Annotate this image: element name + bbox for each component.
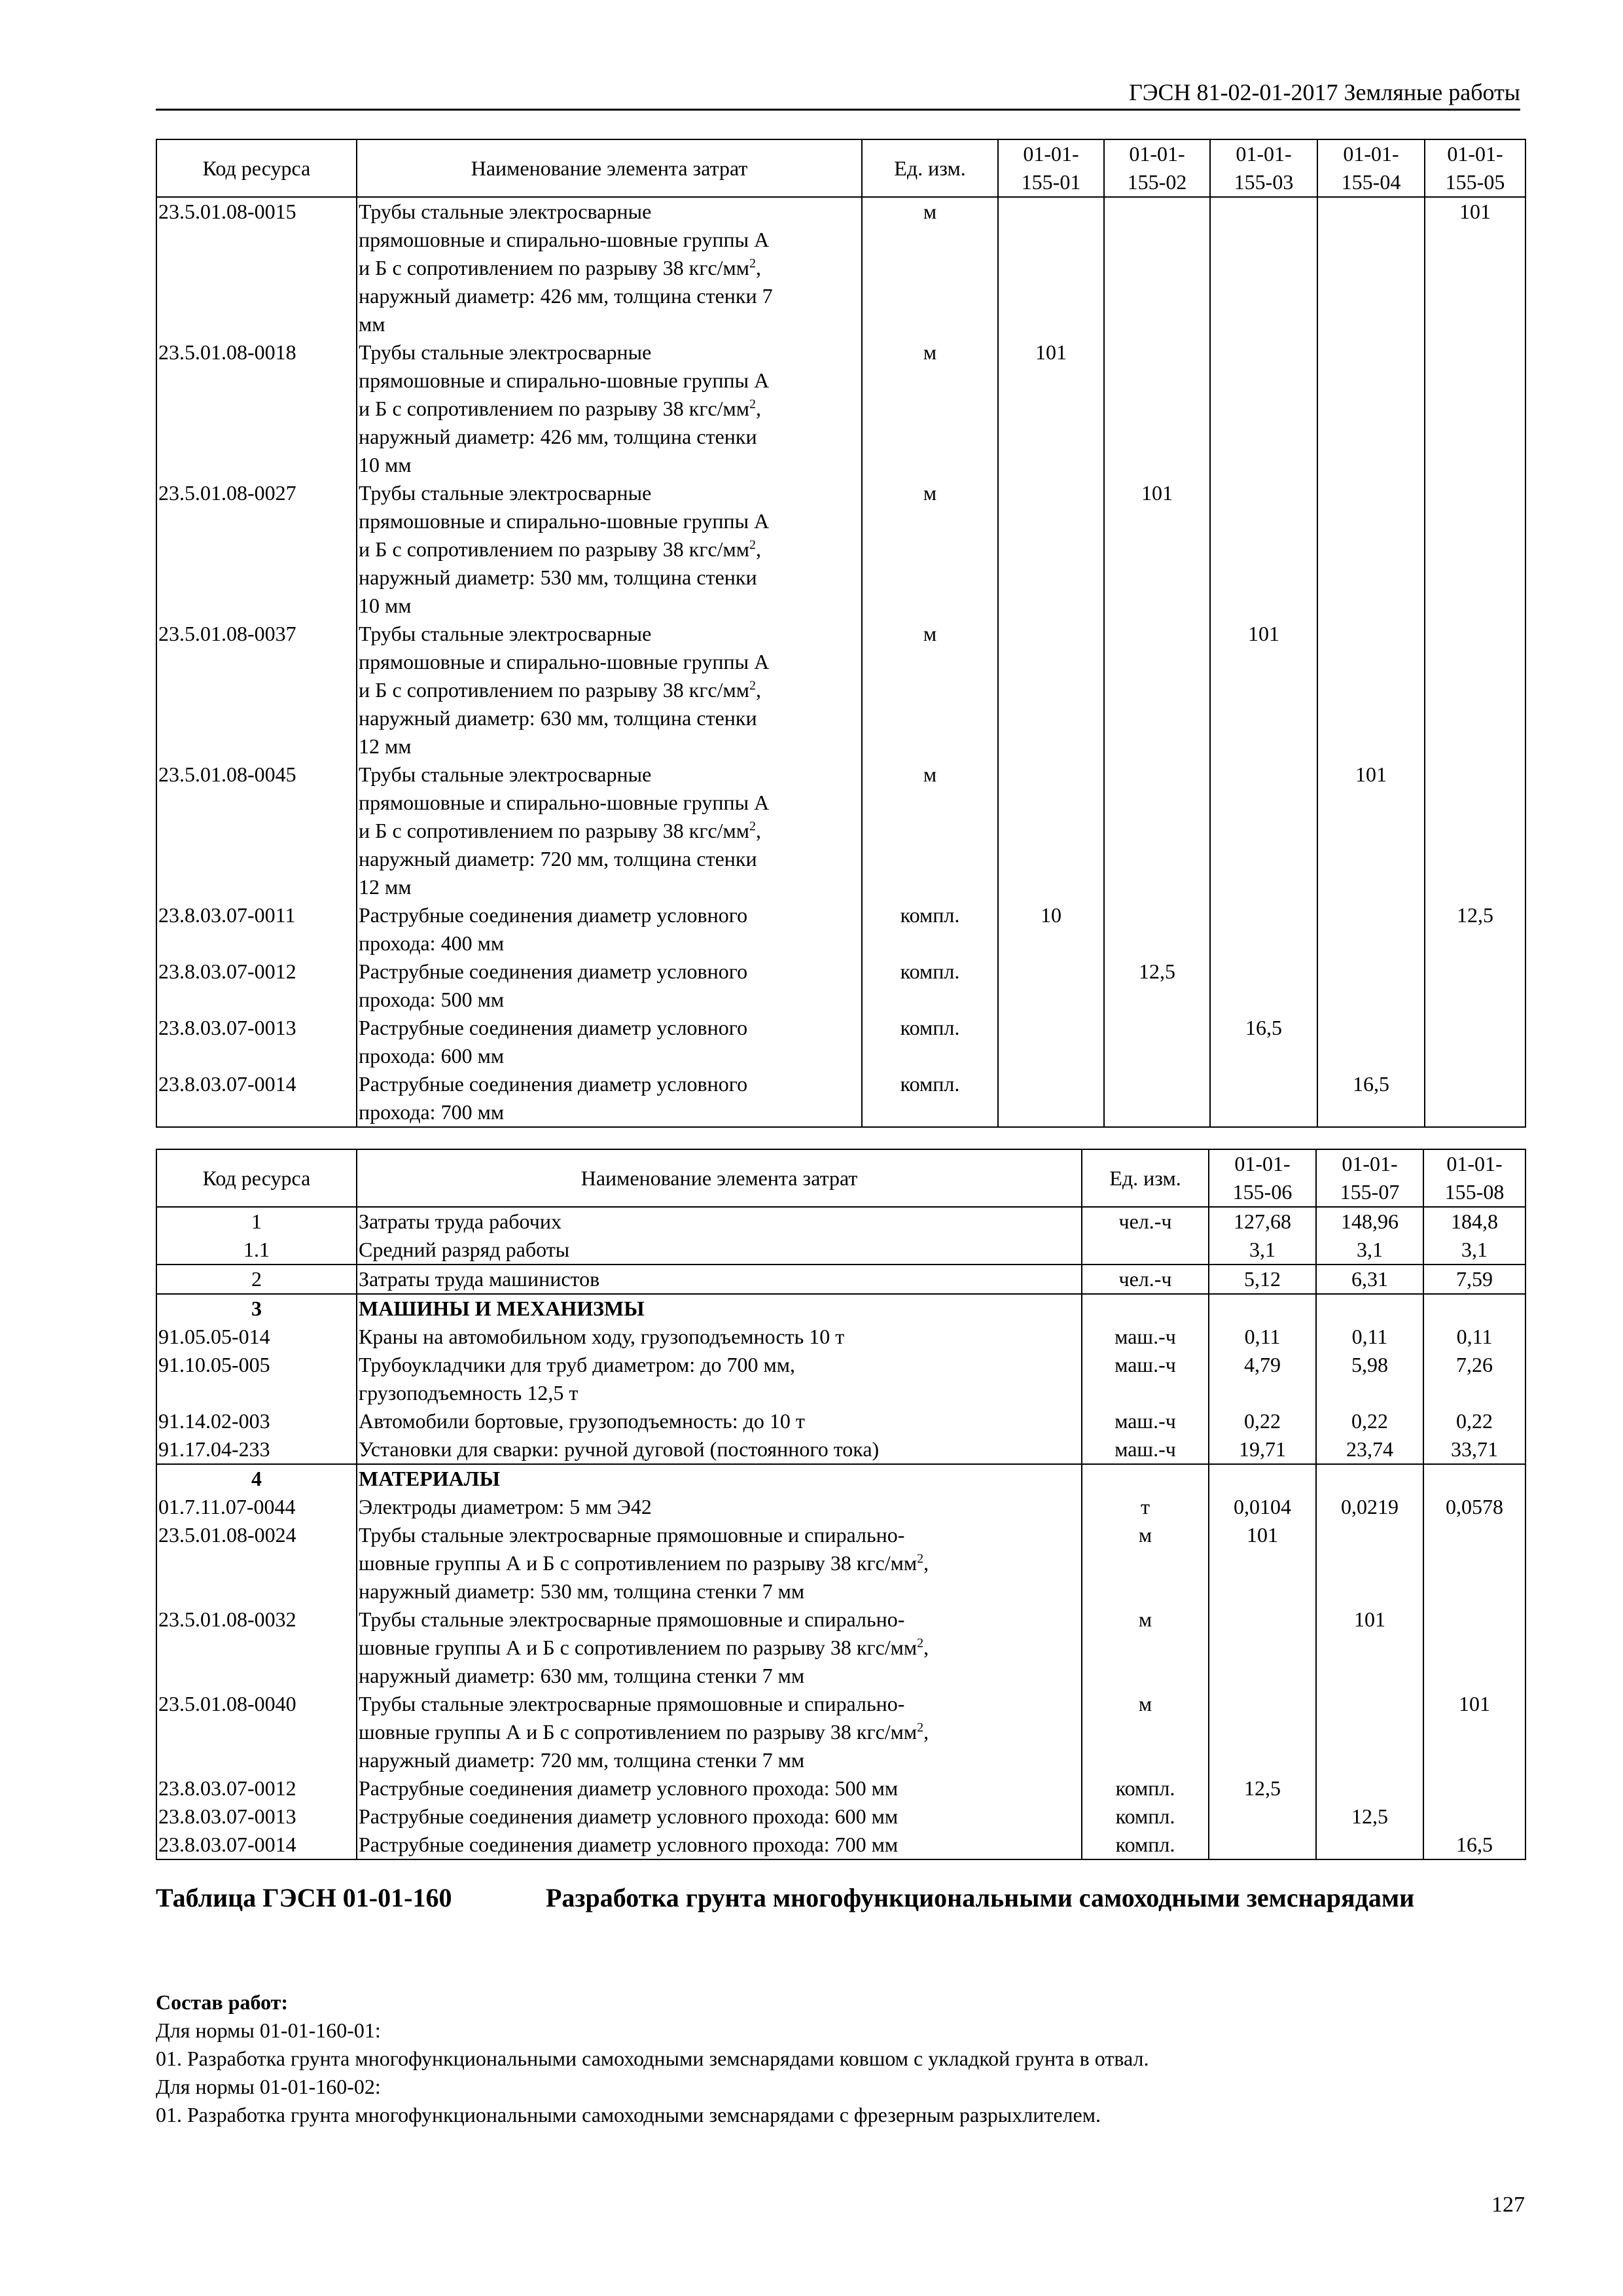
resource-value — [1317, 901, 1425, 958]
column-header: 01-01- 155-01 — [998, 139, 1104, 197]
table-row — [156, 901, 1525, 958]
works-line: Для нормы 01-01-160-01: — [156, 2018, 381, 2042]
resource-unit: компл. — [862, 958, 998, 1014]
resource-name: МАШИНЫ И МЕХАНИЗМЫ — [357, 1294, 1082, 1323]
table-row — [156, 479, 1525, 620]
resource-value: 101 — [1104, 479, 1210, 620]
resource-code: 23.8.03.07-0014 — [156, 1831, 357, 1859]
resource-value: 12,5 — [1425, 901, 1525, 958]
table-row — [156, 1435, 1525, 1464]
resource-value: 101 — [1317, 761, 1425, 901]
table-row — [156, 1351, 1525, 1407]
resource-name: Краны на автомобильном ходу, грузоподъемность 10 т — [357, 1323, 1082, 1351]
works-line: Для нормы 01-01-160-02: — [156, 2075, 381, 2098]
resource-name: Раструбные соединения диаметр условного прохода: 600 мм — [357, 1014, 862, 1070]
resource-value — [1423, 1774, 1525, 1803]
page-number: 127 — [1491, 2193, 1525, 2217]
resource-value — [1317, 958, 1425, 1014]
resource-code: 23.8.03.07-0013 — [156, 1803, 357, 1831]
resource-unit: т — [1082, 1493, 1209, 1521]
resource-code: 4 — [156, 1464, 357, 1493]
resource-name: Трубы стальные электросварные прямошовные и спирально-шовные группы А и Б с сопротивлением по разрыву 38 кгс/$мм^2$, наружный диаметр: 530 мм, толщина стенки 10 мм — [357, 479, 862, 620]
resource-value: 148,96 — [1316, 1207, 1423, 1236]
resource-value — [1423, 1294, 1525, 1323]
resource-value — [1317, 620, 1425, 761]
resource-value — [1317, 1014, 1425, 1070]
resource-value: 3,1 — [1423, 1236, 1525, 1265]
resource-value — [1425, 1070, 1525, 1127]
resource-value — [1316, 1690, 1423, 1774]
resource-value — [1209, 1803, 1316, 1831]
resource-name: Раструбные соединения диаметр условного прохода: 600 мм — [357, 1803, 1082, 1831]
resource-value: 12,5 — [1316, 1803, 1423, 1831]
resource-name: Трубоукладчики для труб диаметром: до 700 мм, грузоподъемность 12,5 т — [357, 1351, 1082, 1407]
resource-value: 33,71 — [1423, 1435, 1525, 1464]
resource-value — [1104, 1070, 1210, 1127]
works-heading: Состав работ: — [156, 1990, 289, 2014]
resource-name: Затраты труда рабочих — [357, 1207, 1082, 1236]
resource-unit: м — [862, 338, 998, 479]
table-row — [156, 1294, 1525, 1323]
resource-unit — [1082, 1294, 1209, 1323]
resource-value — [1425, 958, 1525, 1014]
resource-name: Трубы стальные электросварные прямошовные и спирально- шовные группы А и Б с сопротивлением по разрыву 38 кгс/$мм^2$, наружный диаметр: 530 мм, толщина стенки 7 мм — [357, 1521, 1082, 1605]
resource-code: 91.14.02-003 — [156, 1407, 357, 1435]
resource-name: Трубы стальные электросварные прямошовные и спирально-шовные группы А и Б с сопротивлением по разрыву 38 кгс/$мм^2$, наружный диаметр: 426 мм, толщина стенки 7 мм — [357, 197, 862, 338]
resource-name: Трубы стальные электросварные прямошовные и спирально-шовные группы А и Б с сопротивлением по разрыву 38 кгс/$мм^2$, наружный диаметр: 630 мм, толщина стенки 12 мм — [357, 620, 862, 761]
resource-unit: маш.-ч — [1082, 1407, 1209, 1435]
resource-unit: компл. — [1082, 1831, 1209, 1859]
table-row — [156, 1831, 1525, 1859]
resource-value: 5,12 — [1209, 1265, 1316, 1294]
resource-code: 3 — [156, 1294, 357, 1323]
resource-value — [1425, 620, 1525, 761]
resource-value: 127,68 — [1209, 1207, 1316, 1236]
column-header: Код ресурса — [156, 1149, 357, 1207]
resource-value: 101 — [998, 338, 1104, 479]
resource-unit: м — [862, 620, 998, 761]
resource-code: 23.5.01.08-0040 — [156, 1690, 357, 1774]
resource-unit: компл. — [862, 1070, 998, 1127]
table-code: Таблица ГЭСН 01-01-160 — [156, 1883, 452, 1912]
resource-value — [998, 1070, 1104, 1127]
resource-value — [1425, 479, 1525, 620]
resource-value — [1423, 1803, 1525, 1831]
resource-unit: м — [1082, 1521, 1209, 1605]
resource-name: Раструбные соединения диаметр условного прохода: 700 мм — [357, 1070, 862, 1127]
resource-value: 0,0219 — [1316, 1493, 1423, 1521]
column-header: 01-01- 155-07 — [1316, 1149, 1423, 1207]
resource-value: 19,71 — [1209, 1435, 1316, 1464]
resource-code: 23.5.01.08-0032 — [156, 1605, 357, 1690]
table-row — [156, 1236, 1525, 1265]
table-row — [156, 1690, 1525, 1774]
resource-unit: компл. — [1082, 1774, 1209, 1803]
resource-code: 23.8.03.07-0012 — [156, 958, 357, 1014]
resource-value — [1104, 761, 1210, 901]
column-header: 01-01- 155-03 — [1210, 139, 1317, 197]
resource-table-155-01-05 — [156, 139, 1526, 1128]
resource-name: Раструбные соединения диаметр условного прохода: 700 мм — [357, 1831, 1082, 1859]
resource-value: 101 — [1209, 1521, 1316, 1605]
resource-code: 23.8.03.07-0012 — [156, 1774, 357, 1803]
resource-value — [1209, 1690, 1316, 1774]
resource-value — [1316, 1464, 1423, 1493]
table-row — [156, 761, 1525, 901]
resource-value — [1423, 1521, 1525, 1605]
resource-value: 16,5 — [1317, 1070, 1425, 1127]
resource-value — [1317, 197, 1425, 338]
resource-value — [1423, 1605, 1525, 1690]
resource-unit — [1082, 1464, 1209, 1493]
resource-value — [1104, 197, 1210, 338]
resource-value — [1210, 958, 1317, 1014]
resource-value: 12,5 — [1104, 958, 1210, 1014]
resource-code: 23.5.01.08-0045 — [156, 761, 357, 901]
resource-value — [1316, 1774, 1423, 1803]
resource-value: 7,59 — [1423, 1265, 1525, 1294]
resource-value — [998, 1014, 1104, 1070]
resource-value — [1210, 338, 1317, 479]
resource-value — [1104, 1014, 1210, 1070]
resource-value: 0,0104 — [1209, 1493, 1316, 1521]
resource-code: 23.8.03.07-0013 — [156, 1014, 357, 1070]
table-row — [156, 1407, 1525, 1435]
resource-value — [1210, 761, 1317, 901]
resource-name: Автомобили бортовые, грузоподъемность: до 10 т — [357, 1407, 1082, 1435]
resource-value — [1209, 1464, 1316, 1493]
resource-value — [1316, 1831, 1423, 1859]
column-header: 01-01- 155-05 — [1425, 139, 1525, 197]
resource-value — [1317, 338, 1425, 479]
resource-name: Раструбные соединения диаметр условного прохода: 500 мм — [357, 1774, 1082, 1803]
resource-value — [1210, 901, 1317, 958]
resource-value — [1425, 338, 1525, 479]
resource-value: 101 — [1316, 1605, 1423, 1690]
resource-value — [1210, 1070, 1317, 1127]
resource-value — [1423, 1464, 1525, 1493]
resource-code: 23.5.01.08-0015 — [156, 197, 357, 338]
page-header — [156, 72, 1520, 111]
resource-value — [998, 761, 1104, 901]
table-row — [156, 1774, 1525, 1803]
resource-code: 23.5.01.08-0018 — [156, 338, 357, 479]
resource-value: 101 — [1423, 1690, 1525, 1774]
resource-unit: чел.-ч — [1082, 1265, 1209, 1294]
resource-value — [998, 958, 1104, 1014]
resource-unit: компл. — [1082, 1803, 1209, 1831]
column-header: Наименование элемента затрат — [357, 139, 862, 197]
resource-code: 2 — [156, 1265, 357, 1294]
resource-value — [1104, 620, 1210, 761]
resource-code: 1.1 — [156, 1236, 357, 1265]
resource-name: Затраты труда машинистов — [357, 1265, 1082, 1294]
column-header: 01-01- 155-04 — [1317, 139, 1425, 197]
resource-value — [998, 620, 1104, 761]
resource-value — [1104, 901, 1210, 958]
resource-value — [1316, 1294, 1423, 1323]
resource-unit — [1082, 1236, 1209, 1265]
table-name: Разработка грунта многофункциональными самоходными земснарядами — [546, 1883, 1415, 1912]
resource-name: Трубы стальные электросварные прямошовные и спирально-шовные группы А и Б с сопротивлением по разрыву 38 кгс/$мм^2$, наружный диаметр: 426 мм, толщина стенки 10 мм — [357, 338, 862, 479]
table-row — [156, 1207, 1525, 1236]
works-composition — [156, 1988, 1520, 2129]
resource-name: Средний разряд работы — [357, 1236, 1082, 1265]
resource-code: 01.7.11.07-0044 — [156, 1493, 357, 1521]
table-row — [156, 1014, 1525, 1070]
resource-unit: чел.-ч — [1082, 1207, 1209, 1236]
resource-value: 7,26 — [1423, 1351, 1525, 1407]
resource-value — [1104, 338, 1210, 479]
resource-unit: м — [862, 197, 998, 338]
resource-name: Электроды диаметром: 5 мм Э42 — [357, 1493, 1082, 1521]
resource-value — [998, 479, 1104, 620]
resource-value: 101 — [1425, 197, 1525, 338]
resource-value — [1210, 197, 1317, 338]
resource-value — [1317, 479, 1425, 620]
table-row — [156, 197, 1525, 338]
resource-value: 184,8 — [1423, 1207, 1525, 1236]
resource-code: 91.10.05-005 — [156, 1351, 357, 1407]
column-header: Ед. изм. — [1082, 1149, 1209, 1207]
resource-value: 0,11 — [1423, 1323, 1525, 1351]
resource-code: 23.8.03.07-0014 — [156, 1070, 357, 1127]
resource-value: 6,31 — [1316, 1265, 1423, 1294]
table-row — [156, 1605, 1525, 1690]
resource-value: 16,5 — [1423, 1831, 1525, 1859]
resource-value: 0,11 — [1209, 1323, 1316, 1351]
column-header: Код ресурса — [156, 139, 357, 197]
column-header: 01-01- 155-02 — [1104, 139, 1210, 197]
resource-value — [1209, 1294, 1316, 1323]
resource-value: 10 — [998, 901, 1104, 958]
resource-name: Раструбные соединения диаметр условного прохода: 500 мм — [357, 958, 862, 1014]
table-row — [156, 1323, 1525, 1351]
resource-code: 23.5.01.08-0037 — [156, 620, 357, 761]
table-row — [156, 1464, 1525, 1493]
table-row — [156, 1070, 1525, 1127]
resource-value: 0,22 — [1209, 1407, 1316, 1435]
resource-value: 101 — [1210, 620, 1317, 761]
table-row — [156, 958, 1525, 1014]
column-header: 01-01- 155-06 — [1209, 1149, 1316, 1207]
resource-name: Установки для сварки: ручной дуговой (постоянного тока) — [357, 1435, 1082, 1464]
resource-value — [1209, 1605, 1316, 1690]
resource-value: 3,1 — [1316, 1236, 1423, 1265]
table-row — [156, 1803, 1525, 1831]
resource-value — [1316, 1521, 1423, 1605]
resource-unit: компл. — [862, 1014, 998, 1070]
table-row — [156, 1493, 1525, 1521]
resource-value — [998, 197, 1104, 338]
column-header: 01-01- 155-08 — [1423, 1149, 1525, 1207]
resource-value: 23,74 — [1316, 1435, 1423, 1464]
resource-value: 12,5 — [1209, 1774, 1316, 1803]
resource-value — [1425, 1014, 1525, 1070]
resource-unit: м — [1082, 1605, 1209, 1690]
resource-code: 23.5.01.08-0024 — [156, 1521, 357, 1605]
table-row — [156, 338, 1525, 479]
resource-code: 23.8.03.07-0011 — [156, 901, 357, 958]
resource-value: 0,22 — [1423, 1407, 1525, 1435]
table-row — [156, 620, 1525, 761]
resource-code: 1 — [156, 1207, 357, 1236]
works-line: 01. Разработка грунта многофункциональными самоходными земснарядами с фрезерным разрыхлителем. — [156, 2103, 1101, 2126]
table-row — [156, 1521, 1525, 1605]
resource-unit: м — [862, 479, 998, 620]
column-header: Ед. изм. — [862, 139, 998, 197]
resource-name: МАТЕРИАЛЫ — [357, 1464, 1082, 1493]
resource-unit: компл. — [862, 901, 998, 958]
resource-value: 0,0578 — [1423, 1493, 1525, 1521]
resource-value: 5,98 — [1316, 1351, 1423, 1407]
resource-code: 91.05.05-014 — [156, 1323, 357, 1351]
resource-value: 0,11 — [1316, 1323, 1423, 1351]
resource-name: Трубы стальные электросварные прямошовные и спирально- шовные группы А и Б с сопротивлением по разрыву 38 кгс/$мм^2$, наружный диаметр: 630 мм, толщина стенки 7 мм — [357, 1605, 1082, 1690]
resource-value: 3,1 — [1209, 1236, 1316, 1265]
resource-code: 91.17.04-233 — [156, 1435, 357, 1464]
resource-unit: маш.-ч — [1082, 1323, 1209, 1351]
resource-value — [1209, 1831, 1316, 1859]
resource-table-155-06-08 — [156, 1149, 1526, 1860]
resource-value: 0,22 — [1316, 1407, 1423, 1435]
resource-value: 16,5 — [1210, 1014, 1317, 1070]
column-header: Наименование элемента затрат — [357, 1149, 1082, 1207]
resource-value: 4,79 — [1209, 1351, 1316, 1407]
resource-value — [1210, 479, 1317, 620]
resource-unit: маш.-ч — [1082, 1351, 1209, 1407]
resource-unit: маш.-ч — [1082, 1435, 1209, 1464]
resource-value — [1425, 761, 1525, 901]
resource-name: Раструбные соединения диаметр условного прохода: 400 мм — [357, 901, 862, 958]
resource-name: Трубы стальные электросварные прямошовные и спирально- шовные группы А и Б с сопротивлением по разрыву 38 кгс/$мм^2$, наружный диаметр: 720 мм, толщина стенки 7 мм — [357, 1690, 1082, 1774]
resource-unit: м — [1082, 1690, 1209, 1774]
table-row — [156, 1265, 1525, 1294]
header-title: ГЭСН 81-02-01-2017 Земляные работы — [1128, 79, 1520, 105]
works-line: 01. Разработка грунта многофункциональными самоходными земснарядами ковшом с укладкой грунта в отвал. — [156, 2047, 1149, 2070]
resource-code: 23.5.01.08-0027 — [156, 479, 357, 620]
resource-name: Трубы стальные электросварные прямошовные и спирально-шовные группы А и Б с сопротивлением по разрыву 38 кгс/$мм^2$, наружный диаметр: 720 мм, толщина стенки 12 мм — [357, 761, 862, 901]
resource-unit: м — [862, 761, 998, 901]
